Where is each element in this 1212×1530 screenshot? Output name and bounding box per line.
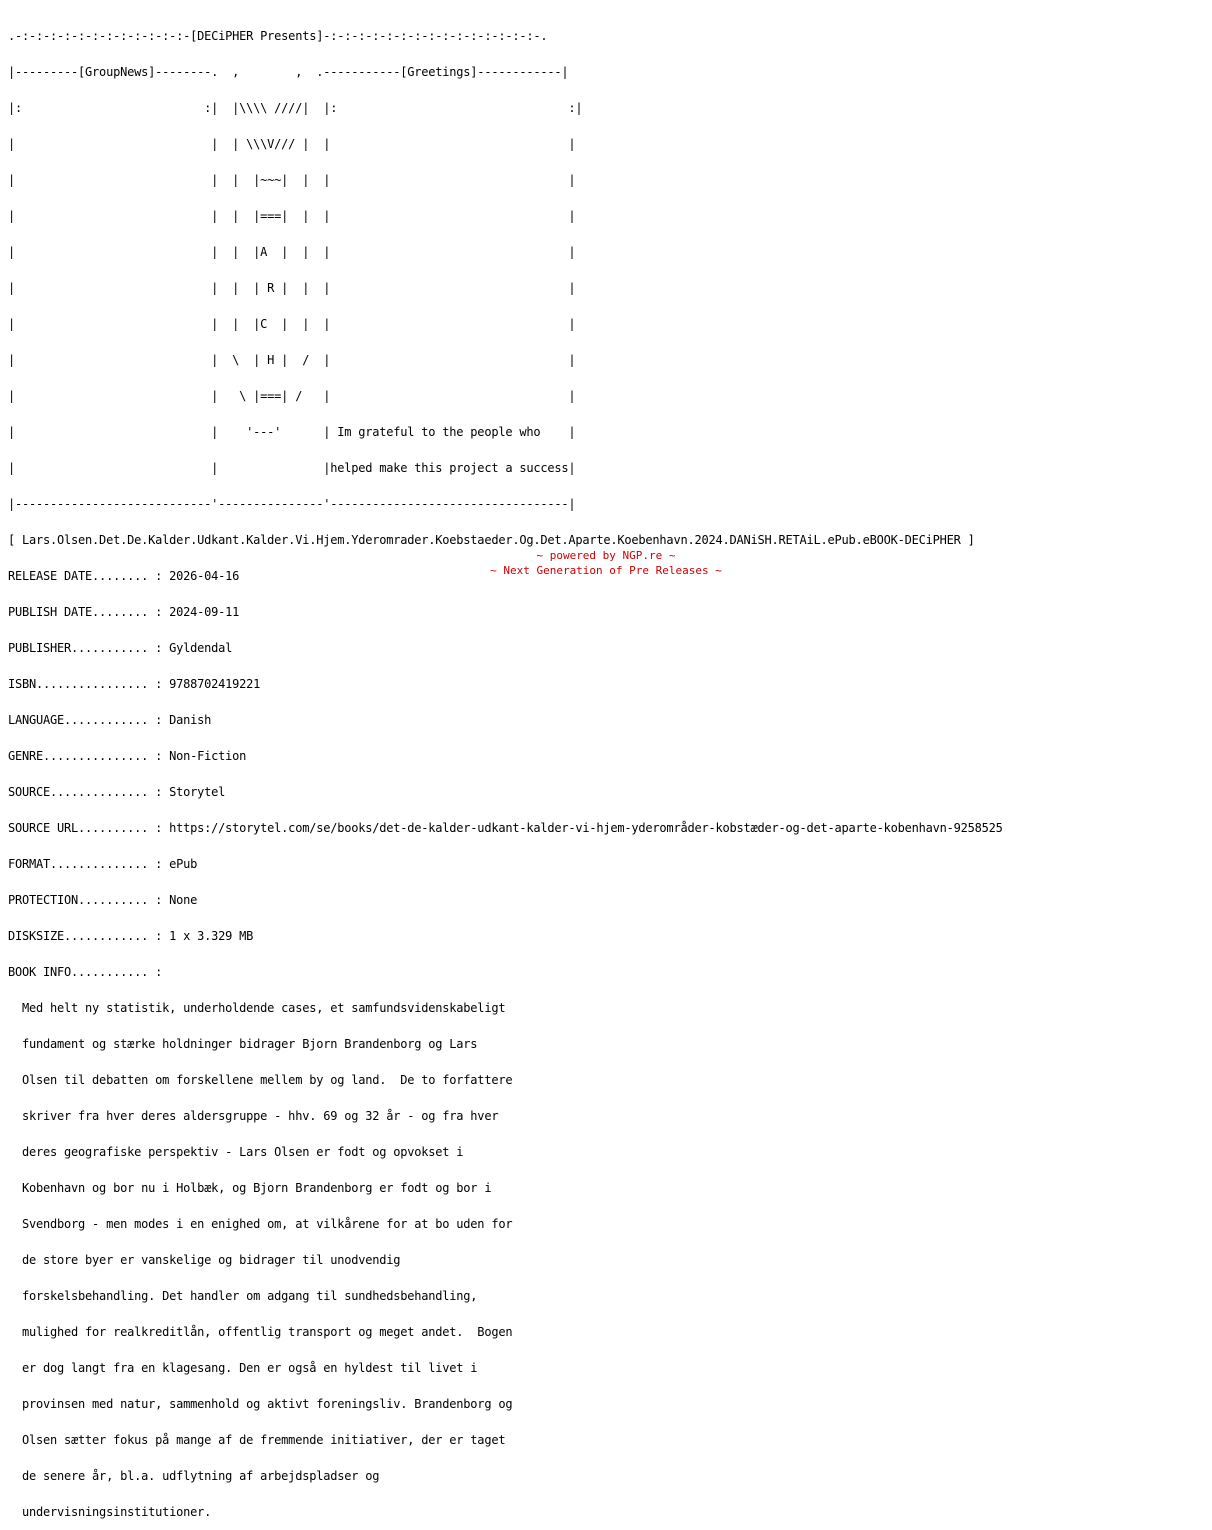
- nfo-box-bottom-line: |----------------------------'---------------'----------------------------------|: [8, 497, 576, 511]
- greetings-text-line: | | |helped make this project a success|: [8, 461, 576, 475]
- info-protection: PROTECTION.......... : None: [8, 893, 198, 907]
- book-info-line: fundament og stærke holdninger bidrager Bjorn Brandenborg og Lars: [8, 1037, 478, 1051]
- nfo-header-line: .-:-:-:-:-:-:-:-:-:-:-:-:-[DECiPHER Presents]-:-:-:-:-:-:-:-:-:-:-:-:-:-:-:-.: [8, 29, 548, 43]
- footer-powered-by: ~ powered by NGP.re ~: [536, 549, 676, 562]
- ascii-art-line: | | | | R | | | |: [8, 281, 576, 295]
- ascii-art-line: | | | |~~~| | | |: [8, 173, 576, 187]
- book-info-line: skriver fra hver deres aldersgruppe - hhv. 69 og 32 år - og fra hver: [8, 1109, 499, 1123]
- nfo-viewer: [8, 6, 1003, 1530]
- book-info-line: undervisningsinstitutioner.: [8, 1505, 212, 1519]
- book-info-line: er dog langt fra en klagesang. Den er også en hyldest til livet i: [8, 1361, 478, 1375]
- book-info-line: Svendborg - men modes i en enighed om, at vilkårene for at bo uden for: [8, 1217, 513, 1231]
- info-language: LANGUAGE............ : Danish: [8, 713, 212, 727]
- ascii-art-line: | | | |A | | | |: [8, 245, 576, 259]
- book-info-line: provinsen med natur, sammenhold og aktivt foreningsliv. Brandenborg og: [8, 1397, 513, 1411]
- info-publish-date: PUBLISH DATE........ : 2024-09-11: [8, 605, 240, 619]
- book-info-line: Kobenhavn og bor nu i Holbæk, og Bjorn Brandenborg er fodt og bor i: [8, 1181, 492, 1195]
- ascii-art-line: | | \ |===| / | |: [8, 389, 576, 403]
- ascii-art-line: | | \ | H | / | |: [8, 353, 576, 367]
- info-format: FORMAT.............. : ePub: [8, 857, 198, 871]
- info-disksize: DISKSIZE............ : 1 x 3.329 MB: [8, 929, 254, 943]
- book-info-line: deres geografiske perspektiv - Lars Olsen er fodt og opvokset i: [8, 1145, 464, 1159]
- footer-tagline: ~ Next Generation of Pre Releases ~: [490, 564, 722, 577]
- info-release-date: RELEASE DATE........ : 2026-04-16: [8, 569, 240, 583]
- greetings-text-line: | | '---' | Im grateful to the people who |: [8, 425, 576, 439]
- info-publisher: PUBLISHER........... : Gyldendal: [8, 641, 233, 655]
- release-name: [ Lars.Olsen.Det.De.Kalder.Udkant.Kalder.Vi.Hjem.Yderomrader.Koebstaeder.Og.Det.Aparte.Koebenhavn.2024.DANiSH.RETAiL.ePub.eBOOK-DECiPHER ]: [8, 533, 975, 547]
- info-source: SOURCE.............. : Storytel: [8, 785, 226, 799]
- info-source-url: SOURCE URL.......... : https://storytel.com/se/books/det-de-kalder-udkant-kalder-vi-hjem-yderområder-kobstæder-og-det-aparte-kobenhavn-9258525: [8, 821, 1003, 835]
- book-info-line: Olsen til debatten om forskellene mellem by og land. De to forfattere: [8, 1073, 513, 1087]
- book-info-line: Med helt ny statistik, underholdende cases, et samfundsvidenskabeligt: [8, 1001, 506, 1015]
- ascii-art-line: |: :| |\\\\ ////| |: :|: [8, 101, 583, 115]
- info-isbn: ISBN................ : 9788702419221: [8, 677, 261, 691]
- book-info-line: de store byer er vanskelige og bidrager til unodvendig: [8, 1253, 401, 1267]
- book-info-line: de senere år, bl.a. udflytning af arbejdspladser og: [8, 1469, 380, 1483]
- book-info-line: forskelsbehandling. Det handler om adgang til sundhedsbehandling,: [8, 1289, 478, 1303]
- info-book-info-label: BOOK INFO........... :: [8, 965, 163, 979]
- book-info-line: mulighed for realkreditlån, offentlig transport og meget andet. Bogen: [8, 1325, 513, 1339]
- groupnews-greetings-title-line: |---------[GroupNews]--------. , , .-----------[Greetings]------------|: [8, 65, 569, 79]
- info-genre: GENRE............... : Non-Fiction: [8, 749, 247, 763]
- ascii-art-line: | | | \\\V/// | | |: [8, 137, 576, 151]
- book-info-line: Olsen sætter fokus på mange af de fremmende initiativer, der er taget: [8, 1433, 506, 1447]
- ascii-art-line: | | | |===| | | |: [8, 209, 576, 223]
- ascii-art-line: | | | |C | | | |: [8, 317, 576, 331]
